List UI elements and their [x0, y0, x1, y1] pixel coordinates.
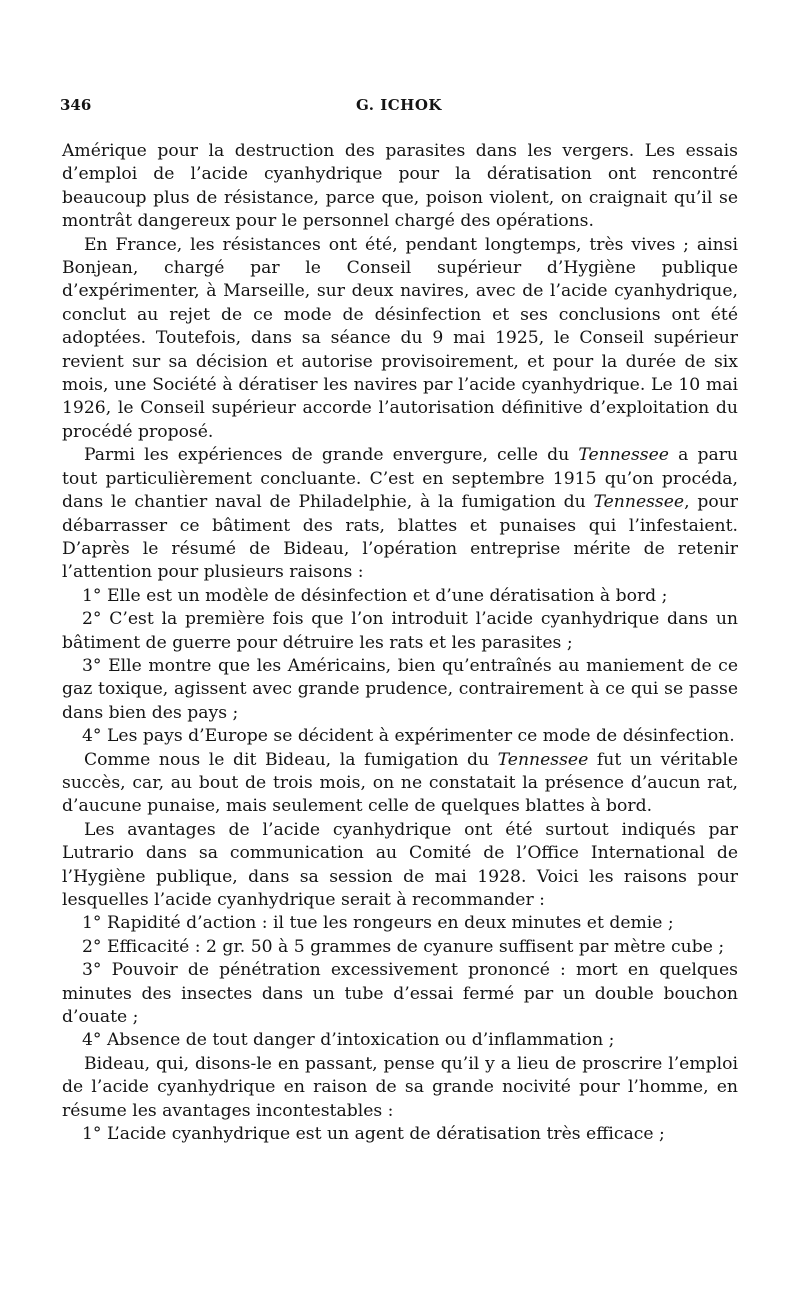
- list-item: 2° C’est la première fois que l’on introduit l’acide cyanhydrique dans un bâtiment de guerre pour détruire les rats et les parasites ;: [62, 609, 738, 653]
- list-item: 3° Pouvoir de pénétration excessivement prononcé : mort en quelques minutes des insectes dans un tube d’essai fermé par un double bouchon d’ouate ;: [62, 960, 738, 1028]
- paragraph: Bideau, qui, disons-le en passant, pense qu’il y a lieu de proscrire l’emploi de l’acide cyanhydrique en raison de sa grande nocivité pour l’homme, en résume les avantages incontestables :: [62, 1053, 738, 1121]
- paragraph: Amérique pour la destruction des parasites dans les vergers. Les essais d’emploi de l’acide cyanhydrique pour la dératisation ont rencontré beaucoup plus de résistance, parce que, poison violent, on craignait qu’il se montrât dangereux pour le personnel chargé des opérations.: [62, 141, 738, 232]
- list-item: 2° Efficacité : 2 gr. 50 à 5 grammes de cyanure suffisent par mètre cube ;: [82, 936, 725, 957]
- paragraph: Parmi les expériences de grande envergure, celle du Tennessee a paru tout particulièrement concluante. C’est en septembre 1915 qu’on procéda, dans le chantier naval de Philadelphie, à la fumigation du Tennessee, pour débarrasser ce bâtiment des rats, blattes et punaises qui l’infestaient. D’après le résumé de Bideau, l’opération entreprise mérite de retenir l’attention pour plusieurs raisons :: [62, 445, 738, 583]
- list-item: 1° Elle est un modèle de désinfection et d’une dératisation à bord ;: [82, 585, 668, 606]
- list-item: 1° Rapidité d’action : il tue les rongeurs en deux minutes et demie ;: [82, 913, 674, 934]
- body-text: [62, 140, 738, 1146]
- ship-name: Tennessee: [497, 749, 589, 770]
- ship-name: Tennessee: [578, 445, 669, 466]
- running-head: G. ICHOK: [356, 96, 442, 114]
- ship-name: Tennessee: [593, 492, 685, 513]
- list-item: 3° Elle montre que les Américains, bien qu’entraînés au maniement de ce gaz toxique, agissent avec grande prudence, contrairement à ce qui se passe dans bien des pays ;: [62, 655, 738, 723]
- list-item: 4° Les pays d’Europe se décident à expérimenter ce mode de désinfection.: [82, 726, 735, 747]
- page-number: 346: [60, 96, 92, 114]
- paragraph: Comme nous le dit Bideau, la fumigation du Tennessee fut un véritable succès, car, au bout de trois mois, on ne constatait la présence d’aucun rat, d’aucune punaise, mais seulement celle de quelques blattes à bord.: [62, 749, 738, 817]
- list-item: 1° L’acide cyanhydrique est un agent de dératisation très efficace ;: [82, 1124, 665, 1145]
- paragraph: Les avantages de l’acide cyanhydrique ont été surtout indiqués par Lutrario dans sa communication au Comité de l’Office International de l’Hygiène publique, dans sa session de mai 1928. Voici les raisons pour lesquelles l’acide cyanhydrique serait à recommander :: [62, 819, 738, 910]
- list-item: 4° Absence de tout danger d’intoxication ou d’inflammation ;: [82, 1030, 615, 1051]
- paragraph: En France, les résistances ont été, pendant longtemps, très vives ; ainsi Bonjean, chargé par le Conseil supérieur d’Hygiène publique d’expérimenter, à Marseille, sur deux navires, avec de l’acide cyanhydrique, conclut au rejet de ce mode de désinfection et ses conclusions ont été adoptées. Toutefois, dans sa séance du 9 mai 1925, le Conseil supérieur revient sur sa décision et autorise provisoirement, et pour la durée de six mois, une Société à dératiser les navires par l’acide cyanhydrique. Le 10 mai 1926, le Conseil supérieur accorde l’autorisation définitive d’exploitation du procédé proposé.: [62, 234, 738, 442]
- page-header: [60, 96, 740, 120]
